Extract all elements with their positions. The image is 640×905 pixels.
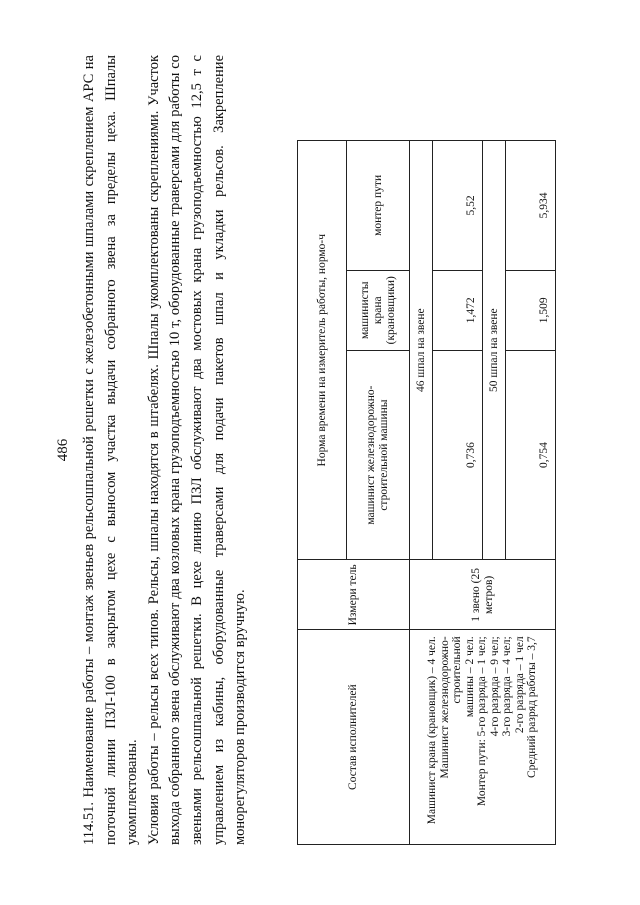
- composition-line: 4-го разряда – 9 чел;: [488, 636, 501, 737]
- section-title-50: 50 шпал на звене: [483, 141, 506, 560]
- value-machinist-50: 0,754: [506, 350, 556, 560]
- composition-line: Монтер пути: 5-го разряда – 1 чел;: [476, 636, 489, 807]
- value-crane-50: 1,509: [506, 270, 556, 350]
- header-norm: Норма времени на измеритель работы, нормо-ч: [298, 141, 347, 560]
- meter-cell: 1 звено (25 метров): [410, 560, 556, 630]
- paragraph-work-conditions: Условия работы – рельсы всех типов. Рельсы, шпалы находятся в штабелях. Шпалы укомплектованы скреплениями. Участок выхода собранного звена обслуживают два козловых крана грузоподъемностью 10 т, оборудованные траверсами для работы со звеньями рельсошпальной решетки. В цехе линию ПЗЛ обслуживают два мостовых крана грузоподъемностью 12,5 т с управлением из кабины, оборудованные траверсами для подачи пакетов шпал и укладки рельсов. Закрепление монорегуляторов производится вручную.: [145, 55, 249, 845]
- composition-line: машины – 2 чел.: [463, 636, 476, 718]
- header-composition: Состав исполнителей: [298, 630, 410, 845]
- norms-table: [297, 140, 556, 845]
- section-title-46: 46 шпал на звене: [410, 141, 433, 560]
- rotated-page-content: [55, 55, 615, 845]
- value-crane-46: 1,472: [433, 270, 483, 350]
- header-crane-operators: машинисты крана (крановщики): [347, 270, 410, 350]
- page-number: 486: [55, 438, 71, 462]
- header-track-fitter: монтер пути: [347, 141, 410, 271]
- paragraph-work-name: 114.51. Наименование работы – монтаж звеньев рельсошпальной решетки с железобетонными шпалами скреплением АРС на поточной линии ПЗЛ-100 в закрытом цехе с выносом участка выдачи собранного звена за пределы цеха. Шпалы укомплектованы.: [81, 55, 141, 845]
- header-meter: Измери тель: [298, 560, 410, 630]
- value-fitter-46: 5,52: [433, 141, 483, 271]
- composition-line: 2-го разряда – 1 чел: [513, 636, 526, 734]
- header-row-1: [298, 141, 347, 845]
- composition-line: Машинист крана (крановщик) – 4 чел.: [426, 636, 439, 825]
- description-text: [79, 55, 252, 845]
- composition-line: Средний разряд работы – 3,7: [526, 636, 539, 778]
- header-machinist: машинист железнодорожно-строительной машины: [347, 350, 410, 560]
- value-fitter-50: 5,934: [506, 141, 556, 271]
- composition-line: 3-го разряда – 4 чел;: [501, 636, 514, 737]
- section-row-46: [410, 141, 433, 845]
- value-machinist-46: 0,736: [433, 350, 483, 560]
- composition-line: Машинист железнодорожно-строительной: [438, 636, 464, 779]
- composition-cell: [410, 630, 556, 845]
